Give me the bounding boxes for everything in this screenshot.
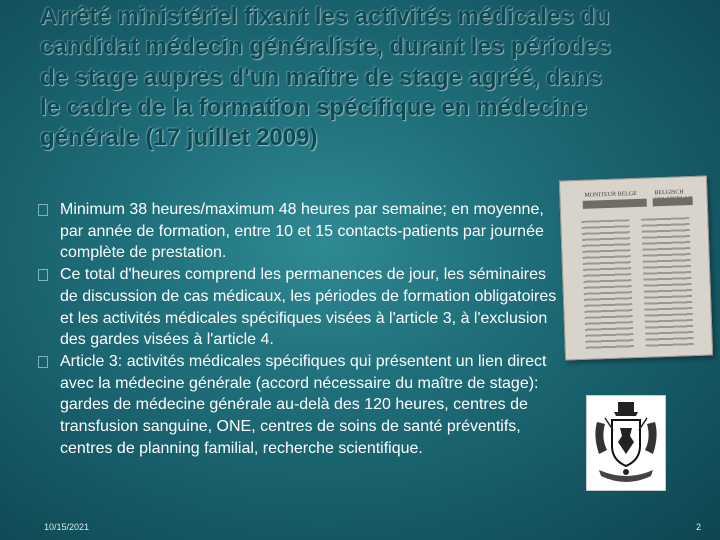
bullet-item	[38, 264, 558, 351]
gazette-left-header: MONITEUR BELGE	[584, 190, 638, 199]
gazette-text-column	[581, 219, 634, 351]
gazette-rule	[653, 197, 693, 206]
square-bullet-icon	[38, 204, 48, 216]
bullet-text: Minimum 38 heures/maximum 48 heures par semaine; en moyenne, par année de formation, entre 10 et 15 contacts-patients par journée complète de prestation.	[60, 201, 544, 262]
footer-date: 10/15/2021	[44, 522, 90, 532]
bullet-item	[38, 199, 558, 264]
square-bullet-icon	[38, 269, 48, 281]
slide-number: 2	[696, 522, 702, 532]
bullet-text: Ce total d'heures comprend les permanences de jour, les séminaires de discussion de cas médicaux, les périodes de formation obligatoires et les activités médicales spécifiques visées à l'article 3, à l'exclusion des gardes visées à l'article 4.	[60, 266, 557, 349]
coat-of-arms-icon	[586, 395, 666, 491]
gazette-photo	[559, 175, 713, 360]
bullet-item	[38, 351, 558, 460]
bullet-list	[38, 199, 558, 459]
gazette-right-header: BELGISCH	[654, 189, 684, 197]
bullet-text: Article 3: activités médicales spécifiques qui présentent un lien direct avec la médecine générale (accord nécessaire du maître de stage): gardes de médecine générale au-delà des 120 heures, centres de transfusion sanguine, ONE, centres de soins de santé préventifs, centres de planning familial, recherche scientifique.	[60, 352, 547, 457]
square-bullet-icon	[38, 356, 48, 368]
slide-title: Arrêté ministériel fixant les activités médicales du candidat médecin généraliste, durant les périodes de stage auprès d'un maître de stage agréé, dans le cadre de la formation spécifique en médecine générale (17 juillet 2009)	[40, 3, 611, 152]
gazette-rule	[583, 199, 647, 209]
gazette-text-column	[641, 217, 694, 349]
